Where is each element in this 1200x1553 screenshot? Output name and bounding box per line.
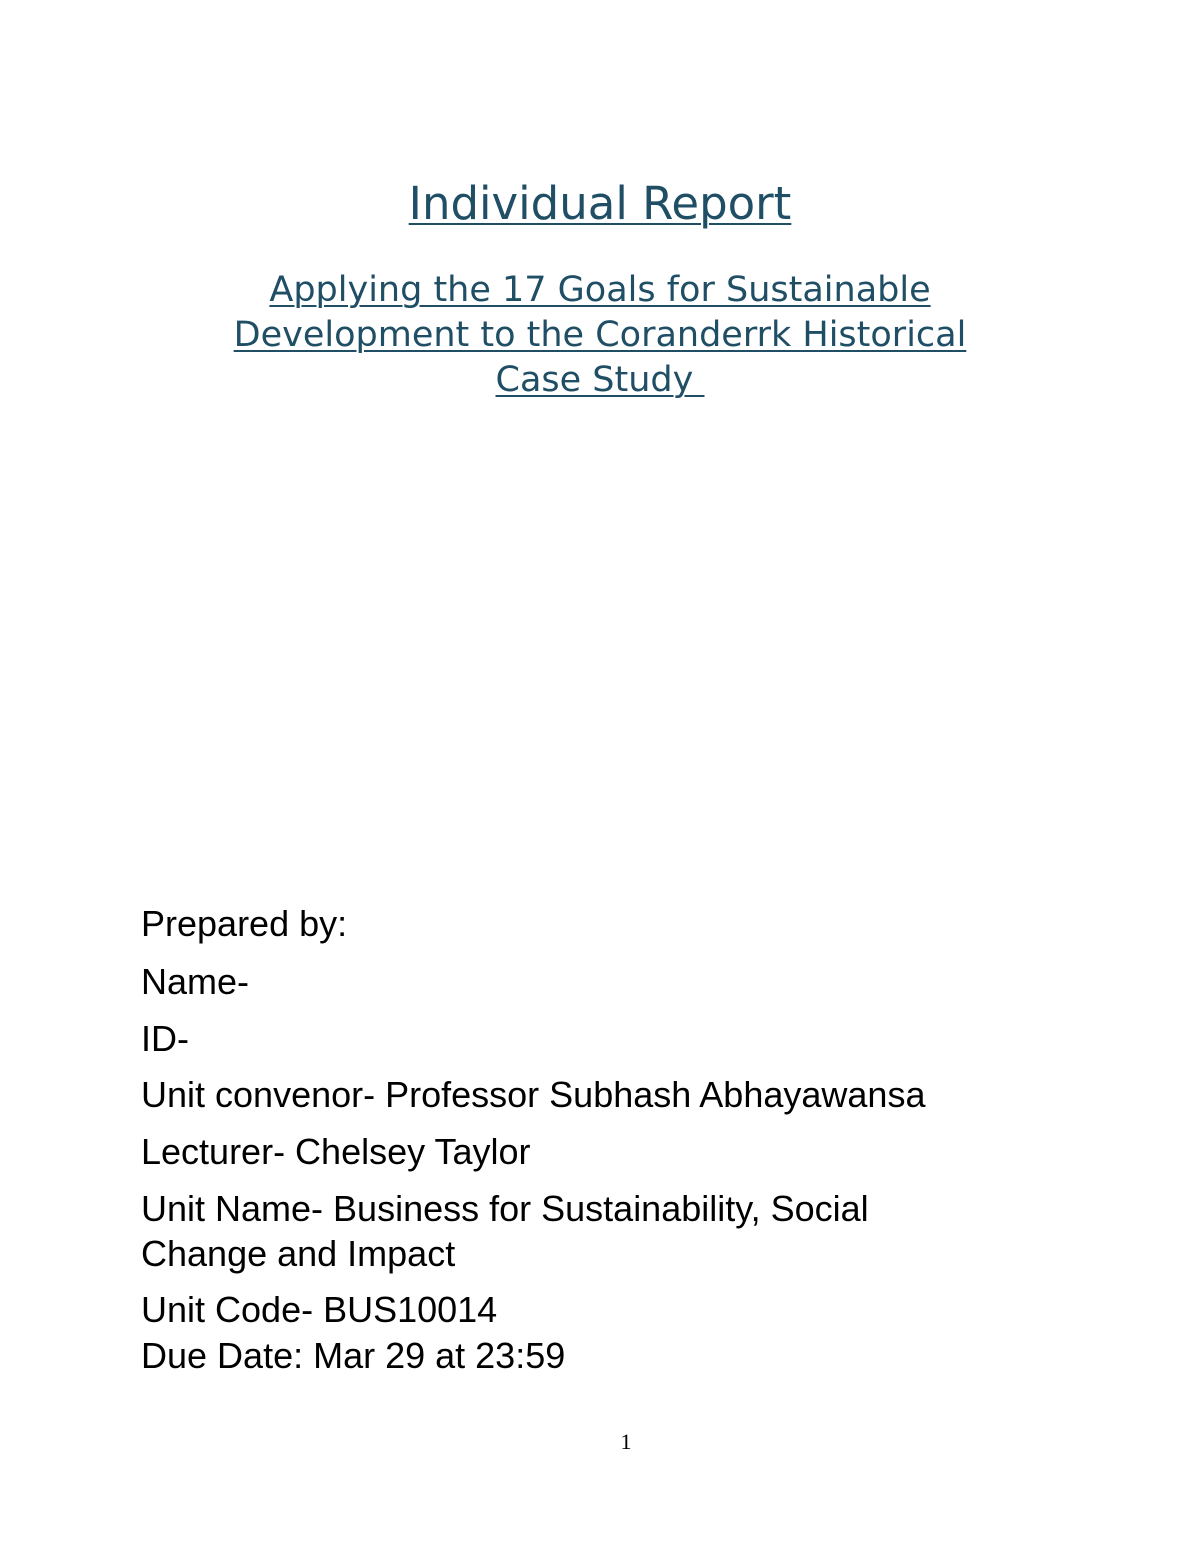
page-number: 1 bbox=[620, 1429, 632, 1454]
report-title bbox=[0, 176, 1200, 232]
prepared-by-label: Prepared by: bbox=[141, 903, 348, 944]
due-date-field: Due Date: Mar 29 at 23:59 bbox=[141, 1335, 566, 1376]
subtitle-line-2: Development to the Coranderrk Historical bbox=[233, 315, 967, 355]
id-field: ID- bbox=[141, 1018, 189, 1059]
subtitle-line-1: Applying the 17 Goals for Sustainable bbox=[269, 270, 931, 310]
name-field: Name- bbox=[141, 961, 250, 1002]
unit-name-field-line-2: Change and Impact bbox=[141, 1233, 456, 1274]
lecturer-field: Lecturer- Chelsey Taylor bbox=[141, 1131, 531, 1172]
report-subtitle bbox=[150, 268, 1050, 403]
subtitle-line-3: Case Study bbox=[495, 360, 705, 400]
unit-convenor-field: Unit convenor- Professor Subhash Abhayawansa bbox=[141, 1074, 926, 1115]
report-title-text: Individual Report bbox=[408, 177, 792, 230]
unit-code-field: Unit Code- BUS10014 bbox=[141, 1289, 498, 1330]
unit-name-field-line-1: Unit Name- Business for Sustainability, Social bbox=[141, 1188, 869, 1229]
